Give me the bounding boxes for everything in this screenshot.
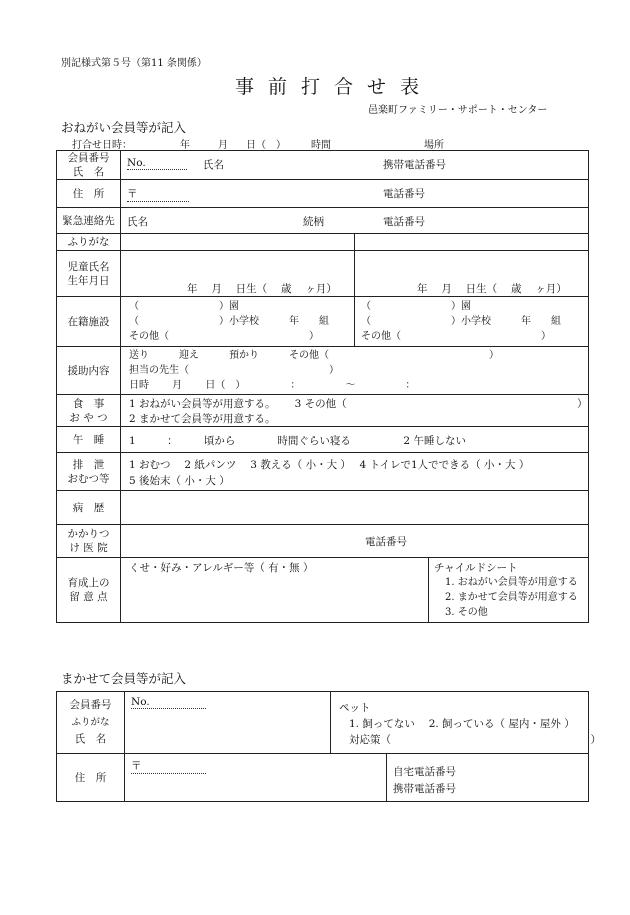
- provider-member-number-label: No.: [131, 696, 206, 709]
- member-row: [57, 151, 589, 180]
- requester-form-table: [56, 150, 589, 623]
- child-seat-options: [445, 575, 578, 620]
- provider-member-label: 会員番号 ふりがな 氏 名: [57, 692, 125, 754]
- page-title: 事前打合せ表: [235, 76, 434, 98]
- provider-form-table: [56, 691, 601, 802]
- mobile-phone-label: 携帯電話番号: [393, 783, 456, 795]
- furigana-row: [57, 234, 589, 251]
- emergency-name-label: 氏名: [127, 216, 148, 228]
- address-label: 住 所: [57, 180, 121, 208]
- provider-postal-mark: 〒: [131, 758, 206, 774]
- pet-field[interactable]: [331, 692, 601, 754]
- child-seat-option[interactable]: 3. その他: [445, 607, 488, 618]
- child-field-1[interactable]: [121, 251, 355, 297]
- child-field-2[interactable]: [355, 251, 589, 297]
- history-label: 病 歴: [57, 491, 121, 525]
- postal-mark: 〒: [127, 186, 189, 202]
- clinic-phone-label: 電話番号: [365, 536, 407, 548]
- provider-member-row: [57, 692, 589, 754]
- meeting-year-label: 年: [180, 140, 190, 151]
- meeting-label: 打合せ日時：: [72, 140, 132, 151]
- provider-address-label: 住 所: [57, 754, 125, 802]
- child-seat-title: チャイルドシート: [434, 562, 518, 574]
- child-row: [57, 251, 589, 297]
- toilet-label: 排 泄 おむつ等: [57, 453, 121, 491]
- school-nursery-2: （ ）園: [361, 301, 471, 312]
- emergency-phone-label: 電話番号: [383, 216, 425, 228]
- furigana-field-2[interactable]: [355, 234, 589, 251]
- emergency-relation-label: 続柄: [303, 216, 324, 228]
- emergency-label: 緊急連絡先: [57, 208, 121, 234]
- member-field[interactable]: [121, 151, 589, 180]
- provider-member-field[interactable]: [125, 692, 331, 754]
- clinic-label: かかりつ け 医 院: [57, 525, 121, 558]
- history-row: [57, 491, 589, 525]
- furigana-field-1[interactable]: [121, 234, 355, 251]
- nap-field[interactable]: [121, 427, 589, 453]
- school-field-2[interactable]: [355, 297, 589, 347]
- school-label: 在籍施設: [57, 297, 121, 347]
- meal-paren-close: ）: [577, 398, 588, 410]
- furigana-label: ふりがな: [57, 234, 121, 251]
- member-label: 会員番号 氏 名: [57, 151, 121, 180]
- pet-label: ペット: [339, 702, 371, 714]
- child-dob-2: 年 月 日生（ 歳 ヶ月）: [417, 283, 567, 295]
- form-number: 別記様式第５号（第11 条関係）: [61, 58, 207, 69]
- school-row: [57, 297, 589, 347]
- member-number-label: No.: [127, 157, 187, 170]
- support-label: 援助内容: [57, 347, 121, 395]
- meal-option-2: 2 まかせて会員等が用意する。: [129, 413, 276, 425]
- toilet-row: [57, 453, 589, 491]
- nap-row: [57, 427, 589, 453]
- child-seat-option[interactable]: 1. おねがい会員等が用意する: [445, 577, 578, 588]
- notes-divider: [428, 558, 429, 622]
- child-seat-option[interactable]: 2. まかせて会員等が用意する: [445, 592, 578, 603]
- clinic-row: [57, 525, 589, 558]
- support-datetime: 日時 月 日（ ） ： 〜 ：: [129, 380, 416, 391]
- support-row: [57, 347, 589, 395]
- child-dob-1: 年 月 日生（ 歳 ヶ月）: [187, 283, 337, 295]
- meeting-month-label: 月: [218, 140, 228, 151]
- support-teacher: 担当の先生（ ）: [129, 365, 339, 376]
- meal-label: 食 事 お や つ: [57, 395, 121, 427]
- section-heading-provider: まかせて会員等が記入: [61, 671, 187, 686]
- meal-option-1-3: 1 おねがい会員等が用意する。 3 その他（: [129, 398, 347, 410]
- clinic-field[interactable]: [121, 525, 589, 558]
- nap-label: 午 睡: [57, 427, 121, 453]
- toilet-field[interactable]: [121, 453, 589, 491]
- address-phone-label: 電話番号: [383, 188, 425, 200]
- organization-name: 邑楽町ファミリー・サポート・センター: [368, 105, 548, 116]
- support-types: 送り 迎え 預かり その他（ ）: [129, 350, 499, 361]
- meal-field[interactable]: [121, 395, 589, 427]
- emergency-row: [57, 208, 589, 234]
- toilet-cleanup: 5 後始末（ 小・大 ）: [129, 475, 230, 487]
- meeting-day-label: 日（ ）: [246, 140, 286, 151]
- school-nursery-1: （ ）園: [129, 301, 239, 312]
- school-other-1: その他（ ）: [129, 331, 319, 342]
- notes-row: [57, 558, 589, 623]
- school-other-2: その他（ ）: [361, 331, 551, 342]
- member-mobile-label: 携帯電話番号: [383, 159, 446, 171]
- provider-phone-field[interactable]: [387, 754, 589, 802]
- support-field[interactable]: [121, 347, 589, 395]
- notes-label: 育成上の 留 意 点: [57, 558, 121, 623]
- meal-row: [57, 395, 589, 427]
- member-name-label: 氏名: [203, 159, 224, 171]
- meeting-time-label: 時間: [311, 140, 331, 151]
- emergency-field[interactable]: [121, 208, 589, 234]
- nap-options: 1 ： 頃から 時間ぐらい寝る 2 午睡しない: [129, 435, 466, 447]
- pet-measures: 対応策（ ）: [349, 734, 601, 746]
- home-phone-label: 自宅電話番号: [393, 766, 456, 778]
- section-heading-requester: おねがい会員等が記入: [61, 120, 187, 135]
- meeting-place-label: 場所: [424, 140, 444, 151]
- pet-options: 1. 飼ってない 2. 飼っている（ 屋内・屋外 ）: [349, 718, 575, 730]
- notes-field[interactable]: [121, 558, 589, 623]
- school-field-1[interactable]: [121, 297, 355, 347]
- child-label: 児童氏名 生年月日: [57, 251, 121, 297]
- history-field[interactable]: [121, 491, 589, 525]
- provider-address-row: [57, 754, 589, 802]
- habits-label: くせ・好み・アレルギー等（ 有・無 ）: [129, 562, 314, 574]
- address-field[interactable]: [121, 180, 589, 208]
- school-elementary-2: （ ）小学校 年 組: [361, 316, 561, 327]
- address-row: [57, 180, 589, 208]
- school-elementary-1: （ ）小学校 年 組: [129, 316, 329, 327]
- toilet-options: 1 おむつ 2 紙パンツ 3 教える（ 小・大 ） 4 トイレで1人でできる（ 小・大 ）: [129, 459, 530, 471]
- provider-address-field[interactable]: [125, 754, 387, 802]
